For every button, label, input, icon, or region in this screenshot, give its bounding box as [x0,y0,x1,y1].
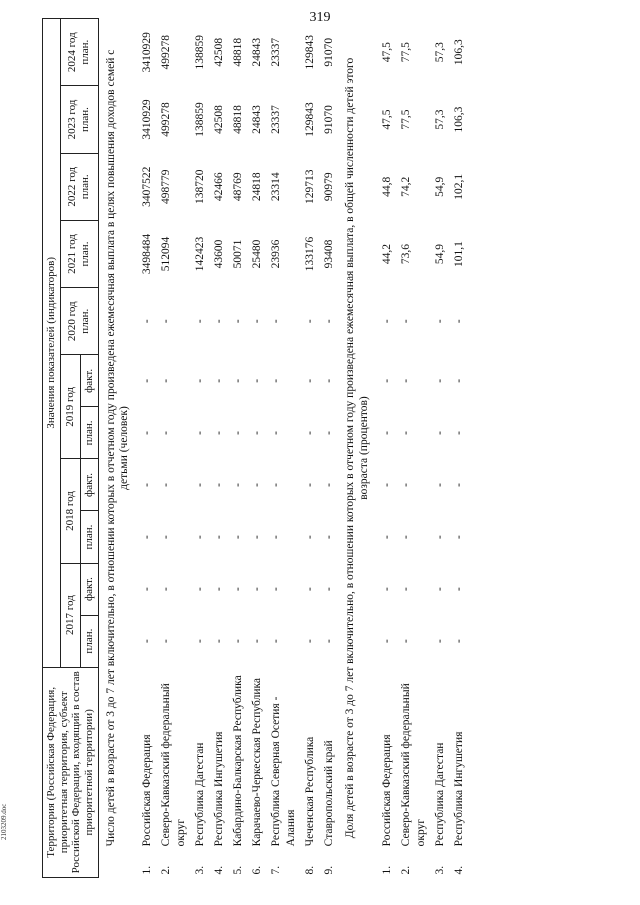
row-number: 3. [433,865,446,875]
value-cell: 24843 [250,105,263,134]
section-title: Число детей в возрасте от 3 до 7 лет включительно, в отношении которых в отчетном году произведена ежемесячная выплата в целях повышения доходов семей с детьми (человек) [104,49,131,847]
value-cell: 138859 [193,34,206,70]
territory-name: Республика Ингушетия [212,731,225,847]
value-cell: - [433,431,446,435]
value-cell: 3407522 [141,166,154,207]
value-cell: - [231,431,244,435]
value-cell: - [193,319,206,324]
header-2020: 2020 год план. [60,288,98,355]
value-cell: - [381,483,394,487]
header-2019-plan: план. [80,407,98,459]
value-cell: - [212,431,225,435]
value-cell: - [400,431,412,435]
value-cell: - [193,378,206,383]
value-cell: - [141,431,154,435]
value-cell: 3498484 [141,233,154,275]
value-cell: - [381,319,394,324]
row-number: 8. [303,865,316,875]
header-2018-plan: план. [80,511,98,563]
value-cell: - [160,483,173,487]
table-row [267,19,301,878]
value-cell: - [381,431,394,435]
row-number: 4. [212,865,225,875]
value-cell: - [303,319,316,324]
value-cell: - [160,319,173,324]
value-cell: - [269,378,282,383]
value-cell: 90979 [322,172,335,202]
territory-name: Российская Федерация [141,734,154,847]
value-cell: - [250,639,263,644]
value-cell: - [269,587,282,591]
value-cell: 106,3 [452,106,465,133]
value-cell: - [269,431,282,435]
value-cell: - [381,639,394,644]
table-row [431,19,450,878]
territory-name: Северо-Кавказский федеральный округ [160,683,188,847]
territory-name: Республика Ингушетия [452,731,465,847]
footer-code: 2103209.doc [0,803,8,840]
header-indicators: Значения показателей (индикаторов) [43,19,61,668]
territory-name: Ставропольский край [322,740,335,847]
value-cell: - [141,639,154,644]
value-cell: - [269,319,282,324]
value-cell: - [381,378,394,383]
value-cell: - [231,378,244,383]
rotated-table-container [42,18,612,878]
value-cell: 23337 [269,37,282,67]
value-cell: - [231,587,244,591]
value-cell: - [303,587,316,591]
value-cell: 3410929 [141,32,154,73]
value-cell: 24843 [250,37,263,67]
value-cell: - [433,483,446,487]
value-cell: 44,8 [381,176,394,197]
table-row [397,19,431,878]
value-cell: 91070 [322,105,335,134]
value-cell: - [250,483,263,487]
value-cell: 50071 [231,239,244,269]
value-cell: 512094 [160,236,173,272]
row-number: 9. [322,865,335,875]
section-title-row [338,19,378,878]
territory-name: Российская Федерация [381,734,394,847]
value-cell: 57,3 [433,109,446,130]
value-cell: - [303,431,316,435]
value-cell: - [141,319,154,324]
value-cell: - [141,535,154,539]
table-row [320,19,339,878]
value-cell: - [141,378,154,383]
value-cell: - [250,431,263,435]
value-cell: 498779 [160,169,173,205]
table-row [210,19,229,878]
value-cell: - [322,378,335,383]
value-cell: 47,5 [381,109,394,130]
value-cell: - [212,535,225,539]
value-cell: 54,9 [433,176,446,197]
value-cell: - [322,319,335,324]
territory-name: Республика Северная Осетия - Алания [269,696,297,847]
value-cell: 42508 [212,37,225,67]
value-cell: 499278 [160,102,173,137]
value-cell: 138859 [193,102,206,137]
value-cell: - [141,587,154,591]
value-cell: - [381,587,394,591]
value-cell: 23936 [269,239,282,269]
value-cell: - [250,319,263,324]
value-cell: 42466 [212,172,225,202]
row-number: 7. [269,865,282,875]
header-2023: 2023 год план. [60,86,98,153]
row-number: 6. [250,865,263,875]
value-cell: - [433,535,446,539]
value-cell: - [193,483,206,487]
table-row [378,19,397,878]
value-cell: 43600 [212,239,225,269]
value-cell: - [322,639,335,644]
value-cell: - [452,587,465,591]
value-cell: - [212,378,225,383]
value-cell: 129713 [303,169,316,205]
value-cell: - [322,535,335,539]
value-cell: 138720 [193,169,206,205]
header-2017-plan: план. [80,615,98,667]
value-cell: - [250,535,263,539]
value-cell: - [452,535,465,539]
header-2024: 2024 год план. [60,19,98,86]
value-cell: 73,6 [400,243,412,265]
row-number: 5. [231,865,244,875]
value-cell: - [160,587,173,591]
value-cell: - [269,639,282,644]
value-cell: - [400,639,412,644]
header-2022: 2022 год план. [60,153,98,220]
value-cell: 44,2 [381,243,394,265]
value-cell: - [452,639,465,644]
value-cell: - [433,378,446,383]
value-cell: 77,5 [400,42,412,63]
indicators-table [42,18,469,878]
value-cell: - [193,431,206,435]
row-number: 1. [381,865,394,875]
value-cell: - [400,378,412,383]
value-cell: - [452,319,465,324]
value-cell: 23337 [269,105,282,134]
value-cell: - [231,639,244,644]
value-cell: - [381,535,394,539]
table-row [248,19,267,878]
page-number: 319 [309,10,331,25]
value-cell: - [269,535,282,539]
section-title: Доля детей в возрасте от 3 до 7 лет включительно, в отношении которых в отчетном году произведена ежемесячная выплата, в общей численности детей этого возраста (процентов) [344,57,371,839]
value-cell: - [160,431,173,435]
value-cell: - [322,483,335,487]
value-cell: 25480 [250,239,263,269]
value-cell: - [400,535,412,539]
value-cell: - [212,587,225,591]
value-cell: 42508 [212,105,225,134]
value-cell: 48818 [231,37,244,67]
value-cell: 48818 [231,105,244,134]
territory-name: Республика Дагестан [433,742,446,847]
territory-name: Кабардино-Балкарская Республика [231,675,244,847]
value-cell: - [193,587,206,591]
header-2017-fact: факт. [80,563,98,615]
value-cell: 129843 [303,34,316,70]
table-row [450,19,469,878]
value-cell: 77,5 [400,109,412,130]
value-cell: - [433,319,446,324]
value-cell: 24818 [250,172,263,202]
table-row [157,19,191,878]
row-number: 2. [160,865,173,875]
header-2018-fact: факт. [80,459,98,511]
value-cell: - [231,483,244,487]
value-cell: - [303,639,316,644]
header-2021: 2021 год план. [60,220,98,287]
value-cell: - [303,378,316,383]
value-cell: - [250,587,263,591]
value-cell: 142423 [193,236,206,272]
header-territory: Территория (Российская Федерация, приоритетная территория, субъект Российской Федерации, входящий в состав приоритетной территории) [43,667,99,877]
value-cell: 101,1 [452,241,465,267]
value-cell: - [303,483,316,487]
table-body [98,19,469,878]
value-cell: - [433,639,446,644]
row-number: 3. [193,865,206,875]
value-cell: 3410929 [141,99,154,140]
value-cell: 499278 [160,34,173,70]
value-cell: 93408 [322,239,335,269]
value-cell: 129843 [303,102,316,137]
value-cell: - [193,535,206,539]
header-2018: 2018 год [60,459,80,563]
value-cell: - [212,639,225,644]
row-number: 4. [452,865,465,875]
value-cell: - [322,431,335,435]
value-cell: - [400,483,412,487]
territory-name: Северо-Кавказский федеральный округ [400,683,427,847]
value-cell: 48769 [231,172,244,202]
header-2019-fact: факт. [80,355,98,407]
value-cell: - [212,483,225,487]
value-cell: - [212,319,225,324]
value-cell: - [322,587,335,591]
value-cell: - [269,483,282,487]
value-cell: 54,9 [433,243,446,265]
value-cell: - [400,319,412,324]
value-cell: 133176 [303,236,316,272]
value-cell: - [160,378,173,383]
value-cell: - [452,483,465,487]
territory-name: Чеченская Республика [303,736,316,847]
value-cell: - [141,483,154,487]
value-cell: - [400,587,412,591]
territory-name: Карачаево-Черкесская Республика [250,677,263,847]
row-number: 1. [141,865,154,875]
section-title-row [98,19,138,878]
value-cell: 102,1 [452,173,465,200]
value-cell: - [303,535,316,539]
territory-name: Республика Дагестан [193,742,206,847]
value-cell: - [193,639,206,644]
value-cell: - [231,535,244,539]
table-row [229,19,248,878]
value-cell: - [452,378,465,383]
table-row [191,19,210,878]
value-cell: 106,3 [452,39,465,66]
value-cell: 57,3 [433,42,446,63]
table-row [138,19,157,878]
table-row [301,19,320,878]
header-2019: 2019 год [60,355,80,459]
value-cell: 91070 [322,37,335,67]
row-number: 2. [400,865,412,875]
value-cell: - [433,587,446,591]
value-cell: - [452,431,465,435]
value-cell: 74,2 [400,176,412,197]
value-cell: - [250,378,263,383]
header-2017: 2017 год [60,563,80,667]
value-cell: - [160,535,173,539]
value-cell: - [160,639,173,644]
value-cell: - [231,319,244,324]
value-cell: 47,5 [381,42,394,63]
value-cell: 23314 [269,172,282,202]
